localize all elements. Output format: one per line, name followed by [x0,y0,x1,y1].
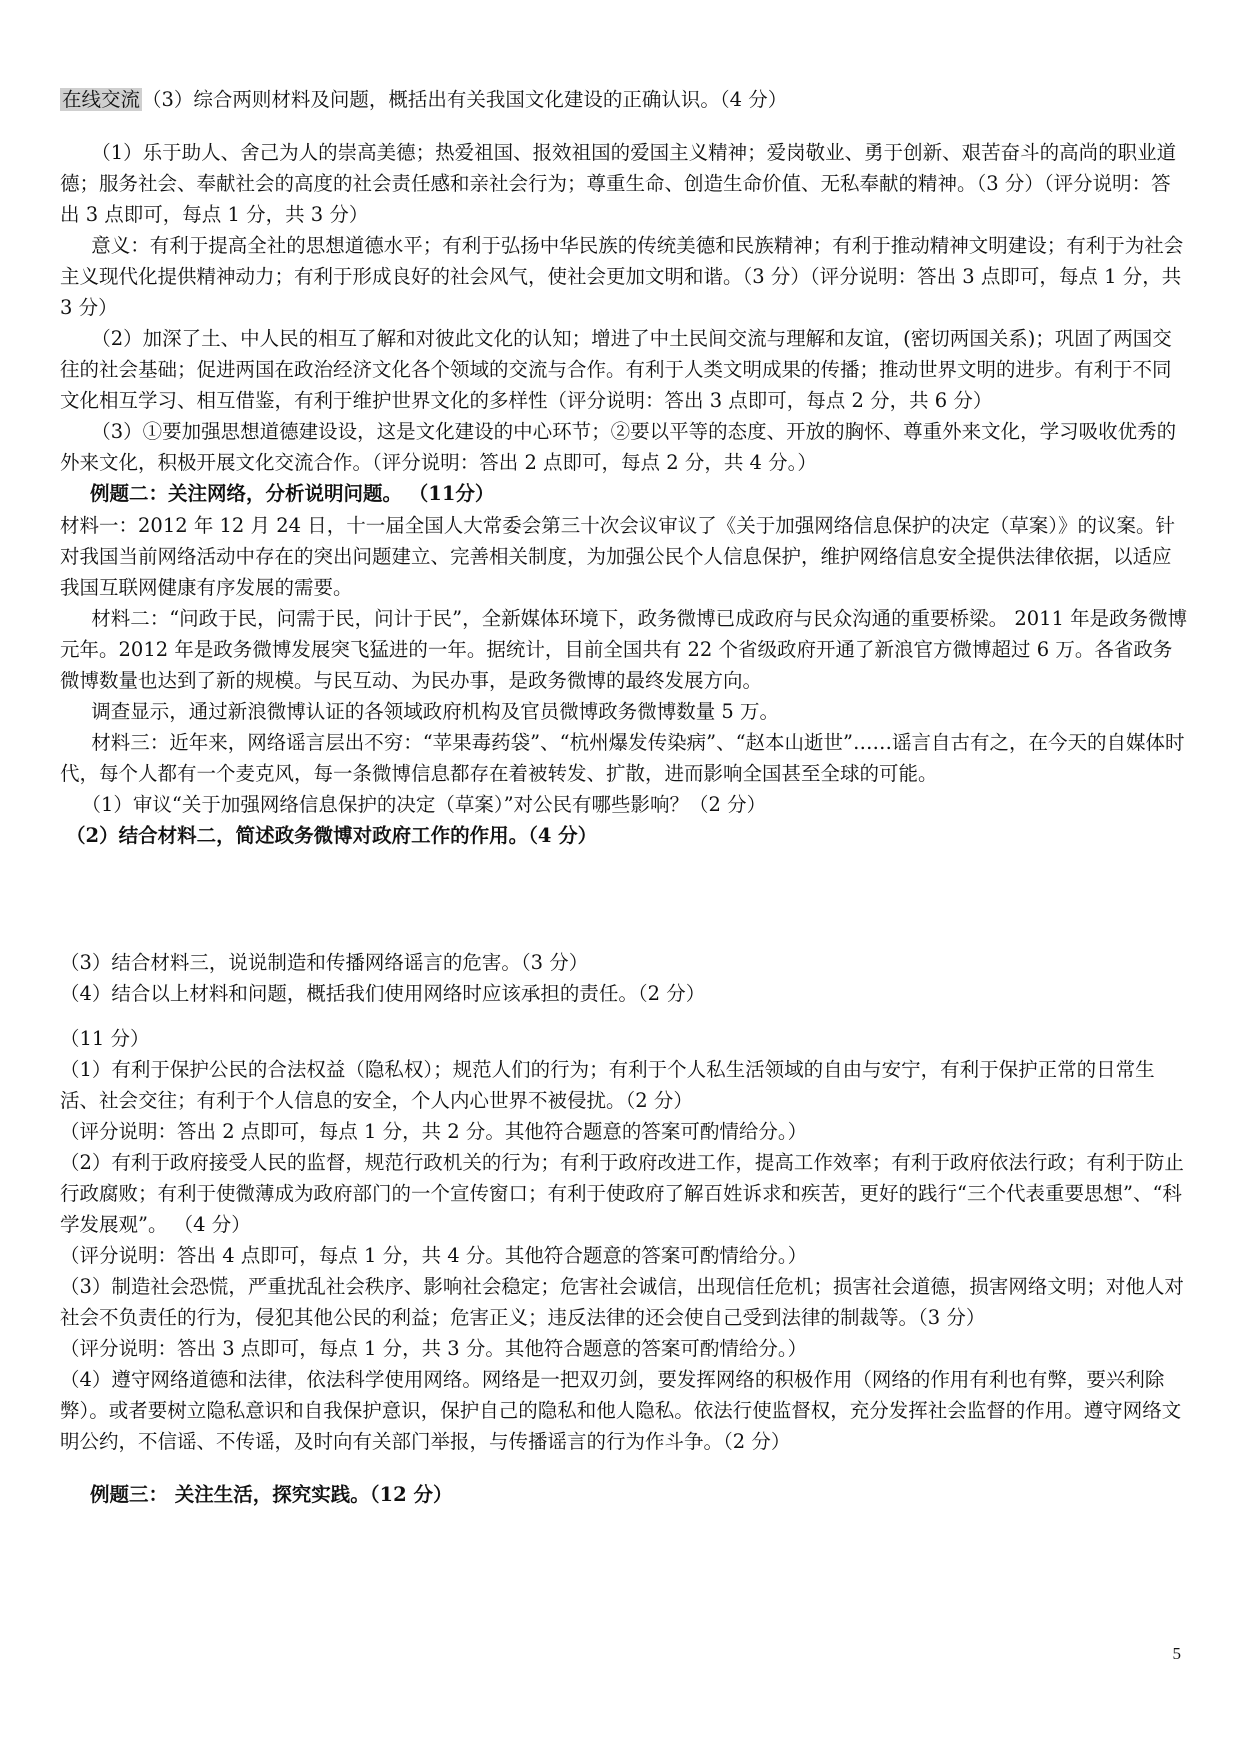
page-number: 5 [1172,1644,1181,1663]
question-2: （2）结合材料二，简述政务微博对政府工作的作用。（4 分） [66,824,598,847]
answer-2-paragraph: （2）加深了土、中人民的相互了解和对彼此文化的认知；增进了中土民间交流与理解和友谊，(密切两国关系)；巩固了两国交往的社会基础；促进两国在政治经济文化各个领域的交流与合作。有利于人类文明成果的传播；推动世界文明的进步。有利于不同文化相互学习、相互借鉴，有利于维护世界文化的多样性（评分说明：答出 3 点即可，每点 2 分，共 6 分） [60,327,1172,412]
document-page [60,84,1190,1511]
question-header [60,84,1190,115]
material-1: 材料一：2012 年 12 月 24 日，十一届全国人大常委会第三十次会议审议了《关于加强网络信息保护的决定（草案）》的议案。针对我国当前网络活动中存在的突出问题建立、完善相关制度，为加强公民个人信息保护，维护网络信息安全提供法律依据，以适应我国互联网健康有序发展的需要。 [60,514,1175,599]
answer-q2: （2）有利于政府接受人民的监督，规范行政机关的行为；有利于政府改进工作，提高工作效率；有利于政府依法行政；有利于防止行政腐败；有利于使微薄成为政府部门的一个宣传窗口；有利于使政府了解百姓诉求和疾苦，更好的践行“三个代表重要思想”、“科学发展观”。 （4 分） [60,1151,1184,1236]
online-exchange-tag: 在线交流 [62,88,141,111]
answer-3-paragraph: （3）①要加强思想道德建设设，这是文化建设的中心环节；②要以平等的态度、开放的胸怀、尊重外来文化，学习吸收优秀的外来文化，积极开展文化交流合作。（评分说明：答出 2 点即可，每点 2 分，共 4 分。） [60,420,1177,474]
survey-note: 调查显示，通过新浪微博认证的各领域政府机构及官员微博政务微博数量 5 万。 [91,700,779,723]
answer-score-total: （11 分） [60,1027,150,1050]
question-4: （4）结合以上材料和问题，概括我们使用网络时应该承担的责任。（2 分） [60,982,706,1005]
answer-1-paragraph: （1）乐于助人、舍己为人的崇高美德；热爱祖国、报效祖国的爱国主义精神；爱岗敬业、勇于创新、艰苦奋斗的高尚的职业道德；服务社会、奉献社会的高度的社会责任感和亲社会行为；尊重生命、创造生命价值、无私奉献的精神。（3 分）（评分说明：答出 3 点即可，每点 1 分，共 3 分） [60,141,1177,226]
example-2-title: 例题二：关注网络，分析说明问题。 （11分） [90,482,495,505]
answer-q3-scoring: （评分说明：答出 3 点即可，每点 1 分，共 3 分。其他符合题意的答案可酌情给分。） [60,1337,808,1360]
answer-q2-scoring: （评分说明：答出 4 点即可，每点 1 分，共 4 分。其他符合题意的答案可酌情给分。） [60,1244,808,1267]
answer-1-meaning-paragraph: 意义：有利于提高全社的思想道德水平；有利于弘扬中华民族的传统美德和民族精神；有利于推动精神文明建设；有利于为社会主义现代化提供精神动力；有利于形成良好的社会风气，使社会更加文明和谐。（3 分）（评分说明：答出 3 点即可，每点 1 分，共 3 分） [60,234,1184,319]
answer-q3: （3）制造社会恐慌，严重扰乱社会秩序、影响社会稳定；危害社会诚信，出现信任危机；损害社会道德，损害网络文明；对他人对社会不负责任的行为，侵犯其他公民的利益；危害正义；违反法律的还会使自己受到法律的制裁等。（3 分） [60,1275,1184,1329]
question-3: （3）结合材料三，说说制造和传播网络谣言的危害。（3 分） [60,951,589,974]
answer-q4: （4）遵守网络道德和法律，依法科学使用网络。网络是一把双刃剑，要发挥网络的积极作用（网络的作用有利也有弊，要兴利除弊）。或者要树立隐私意识和自我保护意识，保护自己的隐私和他人隐私。依法行使监督权，充分发挥社会监督的作用。遵守网络文明公约，不信谣、不传谣，及时向有关部门举报，与传播谣言的行为作斗争。（2 分） [60,1368,1182,1453]
question-1: （1）审议“关于加强网络信息保护的决定（草案）”对公民有哪些影响？（2 分） [81,793,767,816]
material-3: 材料三：近年来，网络谣言层出不穷：“苹果毒药袋”、“杭州爆发传染病”、“赵本山逝世”……谣言自古有之，在今天的自媒体时代，每个人都有一个麦克风，每一条微博信息都存在着被转发、扩散，进而影响全国甚至全球的可能。 [60,731,1185,785]
answer-q1-scoring: （评分说明：答出 2 点即可，每点 1 分，共 2 分。其他符合题意的答案可酌情给分。） [60,1120,808,1143]
answer-q1: （1）有利于保护公民的合法权益（隐私权）；规范人们的行为；有利于个人私生活领域的自由与安宁，有利于保护正常的日常生活、社会交往；有利于个人信息的安全，个人内心世界不被侵扰。（2 分） [60,1058,1155,1112]
question-3-text: （3）综合两则材料及问题，概括出有关我国文化建设的正确认识。（4 分） [142,88,788,111]
example-3-title: 例题三： 关注生活，探究实践。（12 分） [90,1483,453,1506]
material-2: 材料二：“问政于民，问需于民，问计于民”，全新媒体环境下，政务微博已成政府与民众沟通的重要桥梁。 2011 年是政务微博元年。2012 年是政务微博发展突飞猛进的一年。据统计，目前全国共有 22 个省级政府开通了新浪官方微博超过 6 万。各省政务微博数量也达到了新的规模。与民互动、为民办事，是政务微博的最终发展方向。 [60,607,1188,692]
